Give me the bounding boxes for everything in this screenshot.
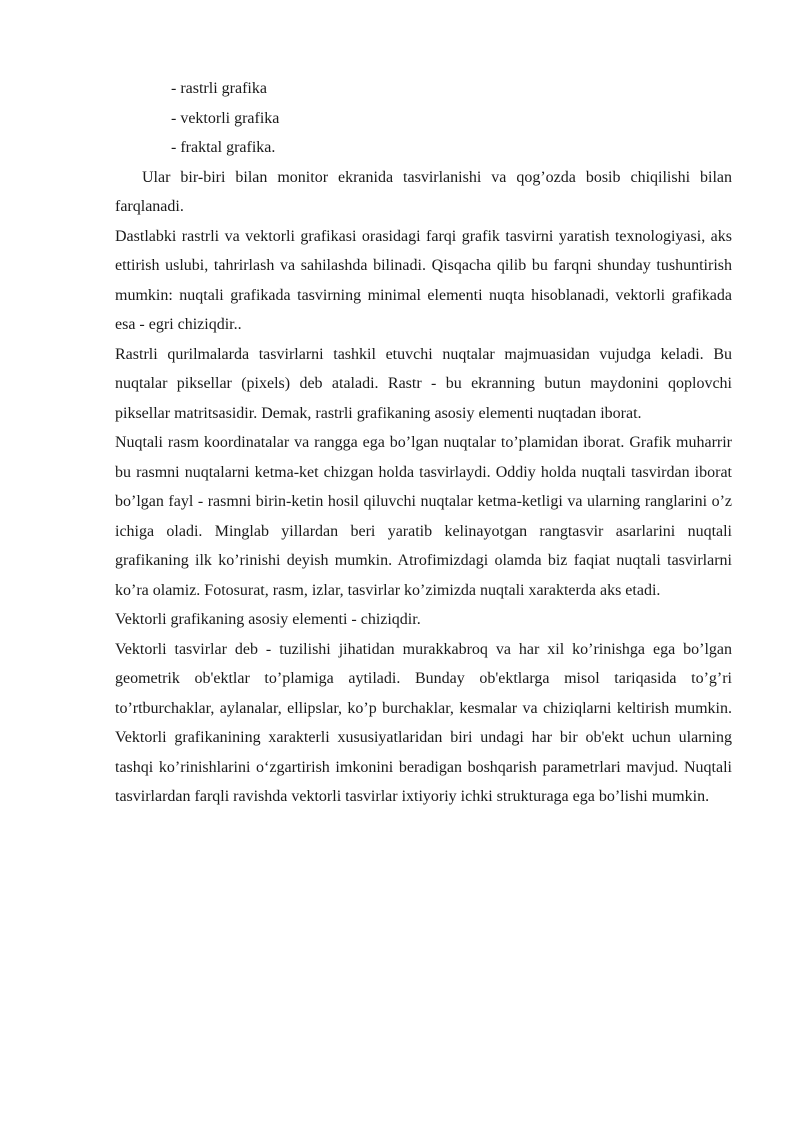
list-item-vector: - vektorli grafika (171, 109, 280, 127)
document-page (115, 74, 732, 812)
paragraph-difference-intro: Ular bir-biri bilan monitor ekranida tasvirlanishi va qog’ozda bosib chiqilishi bilan farqlanadi. (115, 168, 732, 215)
list-item-fractal: - fraktal grafika. (171, 139, 276, 156)
paragraph-vector-basic-element: Vektorli grafikaning asosiy elementi - chiziqdir. (115, 611, 421, 628)
paragraph-dot-image: Nuqtali rasm koordinatalar va rangga ega bo’lgan nuqtalar to’plamidan iborat. Grafik muharrir bu rasmni nuqtalarni ketma-ket chizgan holda tasvirlaydi. Oddiy holda nuqtali tasvirdan iborat bo’lgan fayl - rasmni birin-ketin hosil qiluvchi nuqtalar ketma-ketligi va ularning ranglarini o’z ichiga oladi. Minglab yillardan beri yaratib kelinayotgan rangtasvir asarlarini nuqtali grafikaning ilk ko’rinishi deyish mumkin. Atrofimizdagi olamda biz faqiat nuqtali tasvirlarni ko’ra olamiz. Fotosurat, rasm, izlar, tasvirlar ko’zimizda nuqtali xarakterda aks etadi. (115, 434, 732, 599)
paragraph-raster-devices: Rastrli qurilmalarda tasvirlarni tashkil etuvchi nuqtalar majmuasidan vujudga keladi. Bu nuqtalar piksellar (pixels) deb ataladi. Rastr - bu ekranning butun maydonini qoplovchi piksellar matritsasidir. Demak, rastrli grafikaning asosiy elementi nuqtadan iborat. (115, 345, 732, 422)
paragraph-vector-images: Vektorli tasvirlar deb - tuzilishi jihatidan murakkabroq va har xil ko’rinishga ega bo’lgan geometrik ob'ektlar to’plamiga aytiladi. Bunday ob'ektlarga misol tariqasida to’g’ri to’rtburchaklar, aylanalar, ellipslar, ko’p burchaklar, kesmalar va chiziqlarni keltirish mumkin. Vektorli grafikanining xarakterli xususiyatlaridan biri undagi har bir ob'ekt uchun ularning tashqi ko’rinishlarini o‘zgartirish imkonini beradigan boshqarish parametrlari mavjud. Nuqtali tasvirlardan farqli ravishda vektorli tasvirlar ixtiyoriy ichki strukturaga ega bo’lishi mumkin. (115, 640, 732, 805)
paragraph-raster-vector-difference: Dastlabki rastrli va vektorli grafikasi orasidagi farqi grafik tasvirni yaratish texnologiyasi, aks ettirish uslubi, tahrirlash va sahilashda bilinadi. Qisqacha qilib bu farqni shunday tushuntirish mumkin: nuqtali grafikada tasvirning minimal elementi nuqta hisoblanadi, vektorli grafikada esa - egri chiziqdir.. (115, 227, 732, 333)
list-item-raster: - rastrli grafika (171, 80, 267, 97)
